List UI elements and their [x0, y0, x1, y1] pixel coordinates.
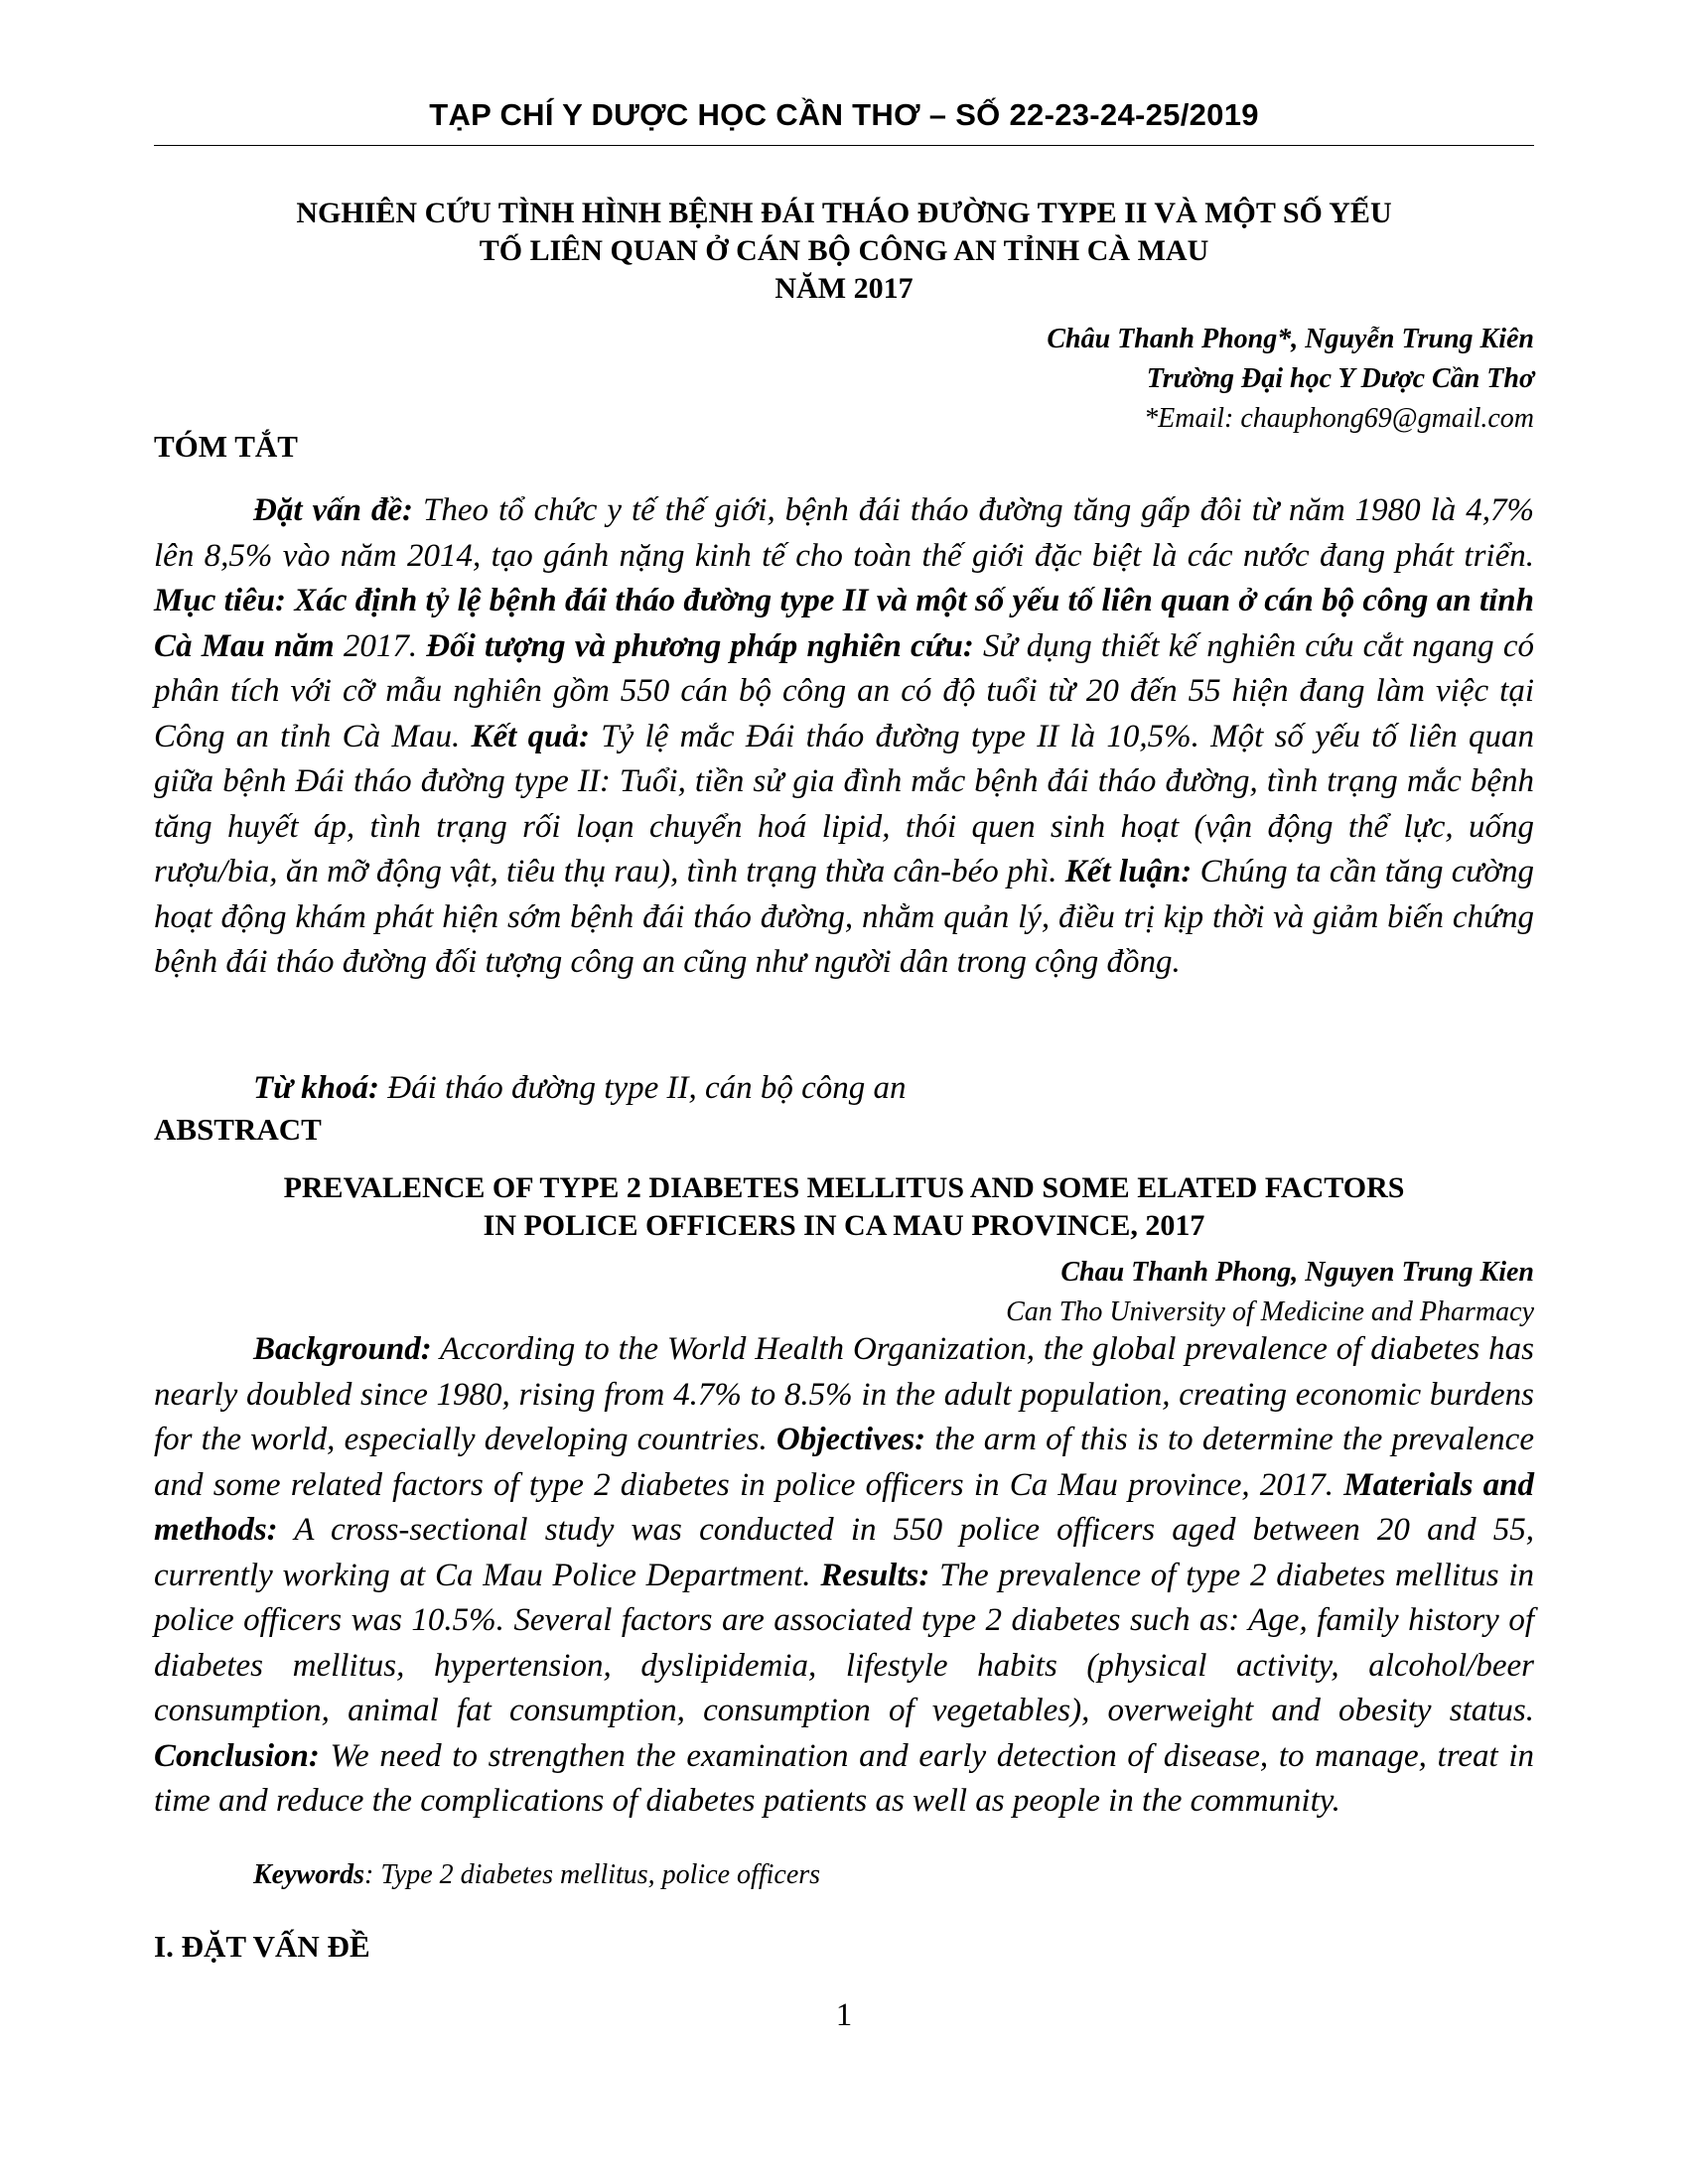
header-divider	[154, 145, 1534, 146]
background-label-vn: Đặt vấn đề:	[253, 492, 414, 528]
keywords-label-vn: Từ khoá:	[253, 1070, 380, 1106]
author-block-en	[1006, 1253, 1534, 1332]
title-line: TỐ LIÊN QUAN Ở CÁN BỘ CÔNG AN TỈNH CÀ MAU	[479, 234, 1209, 267]
background-text-en: According to the World Health Organization, the global prevalence of diabetes has nearly doubled since 1980, rising from 4.7% to 8.5% in the adult population, creating economic burdens for the world, especially developing countries.	[154, 1331, 1534, 1457]
results-text-vn: Tỷ lệ mắc Đái tháo đường type II là 10,5%. Một số yếu tố liên quan giữa bệnh Đái tháo đường type II: Tuổi, tiền sử gia đình mắc bệnh đái tháo đường, tình trạng mắc bệnh tăng huyết áp, tình trạng rối loạn chuyển hoá lipid, thói quen sinh hoạt (vận động thể lực, uống rượu/bia, ăn mỡ động vật, tiêu thụ rau), tình trạng thừa cân-béo phì.	[154, 718, 1534, 889]
keywords-text-en: : Type 2 diabetes mellitus, police officers	[364, 1859, 821, 1890]
methods-label-vn: Đối tượng và phương pháp nghiên cứu:	[426, 627, 974, 664]
keywords-text-vn: Đái tháo đường type II, cán bộ công an	[379, 1070, 907, 1106]
background-text-vn: Theo tổ chức y tế thế giới, bệnh đái tháo đường tăng gấp đôi từ năm 1980 là 4,7% lên 8,5% vào năm 2014, tạo gánh nặng kinh tế cho toàn thế giới đặc biệt là các nước đang phát triển.	[154, 492, 1535, 574]
page-number: 1	[835, 1997, 853, 2033]
keywords-vn	[253, 1070, 907, 1107]
conclusion-text-en: We need to strengthen the examination and early detection of disease, to manage, treat in time and reduce the complications of diabetes patients as well as people in the community.	[154, 1737, 1534, 1819]
objectives-text-en: the arm of this is to determine the prevalence and some related factors of type 2 diabetes in police officers in Ca Mau province, 2017.	[154, 1422, 1534, 1503]
objective-label-vn: Mục tiêu: Xác định tỷ lệ bệnh đái tháo đường type II và một số yếu tố liên quan ở cán bộ công an tỉnh Cà Mau năm	[154, 583, 1534, 664]
keywords-label-en: Keywords	[253, 1859, 364, 1890]
results-label-en: Results:	[820, 1557, 930, 1593]
paper-title-en	[154, 1169, 1534, 1245]
journal-header: TẠP CHÍ Y DƯỢC HỌC CẦN THƠ – SỐ 22-23-24-25/2019	[429, 97, 1259, 132]
abstract-heading: ABSTRACT	[154, 1112, 322, 1147]
authors-vn: Châu Thanh Phong*, Nguyễn Trung Kiên	[1047, 324, 1534, 354]
authors-en: Chau Thanh Phong, Nguyen Trung Kien	[1060, 1257, 1534, 1288]
author-block-vn	[1047, 320, 1534, 439]
background-label-en: Background:	[253, 1331, 432, 1367]
objective-text-vn: 2017.	[334, 627, 427, 664]
title-line: PREVALENCE OF TYPE 2 DIABETES MELLITUS AND SOME ELATED FACTORS	[283, 1171, 1405, 1204]
results-label-vn: Kết quả:	[471, 718, 590, 754]
keywords-en	[253, 1859, 820, 1891]
title-line: NGHIÊN CỨU TÌNH HÌNH BỆNH ĐÁI THÁO ĐƯỜNG TYPE II VÀ MỘT SỐ YẾU	[296, 197, 1392, 229]
affiliation-vn: Trường Đại học Y Dược Cần Thơ	[1146, 363, 1534, 394]
title-line: NĂM 2017	[774, 272, 914, 305]
abstract-vn	[154, 488, 1534, 986]
abstract-en	[154, 1327, 1534, 1825]
results-text-en: The prevalence of type 2 diabetes mellitus in police officers was 10.5%. Several factors are associated type 2 diabetes such as: Age, family history of diabetes mellitus, hypertension, dyslipidemia, lifestyle habits (physical activity, alcohol/beer consumption, animal fat consumption, consumption of vegetables), overweight and obesity status.	[154, 1557, 1535, 1728]
paper-title-vn	[154, 195, 1534, 308]
section-1-heading: I. ĐẶT VẤN ĐỀ	[154, 1929, 370, 1964]
methods-text-en: A cross-sectional study was conducted in 550 police officers aged between 20 and 55, currently working at Ca Mau Police Department.	[154, 1512, 1534, 1593]
conclusion-label-en: Conclusion:	[154, 1737, 320, 1774]
author-email: *Email: chauphong69@gmail.com	[1144, 403, 1534, 434]
objectives-label-en: Objectives:	[775, 1422, 926, 1457]
methods-text-vn: Sử dụng thiết kế nghiên cứu cắt ngang có phân tích với cỡ mẫu nghiên gồm 550 cán bộ công an có độ tuổi từ 20 đến 55 hiện đang làm việc tại Công an tỉnh Cà Mau.	[154, 627, 1535, 754]
conclusion-label-vn: Kết luận:	[1064, 854, 1193, 889]
affiliation-en: Can Tho University of Medicine and Pharmacy	[1006, 1297, 1534, 1327]
methods-label-en: Materials and methods:	[154, 1466, 1534, 1548]
title-line: IN POLICE OFFICERS IN CA MAU PROVINCE, 2017	[483, 1209, 1205, 1242]
conclusion-text-vn: Chúng ta cần tăng cường hoạt động khám phát hiện sớm bệnh đái tháo đường, nhằm quản lý, điều trị kịp thời và giảm biến chứng bệnh đái tháo đường đối tượng công an cũng như người dân trong cộng đồng.	[154, 854, 1534, 980]
summary-heading: TÓM TẮT	[154, 429, 298, 464]
